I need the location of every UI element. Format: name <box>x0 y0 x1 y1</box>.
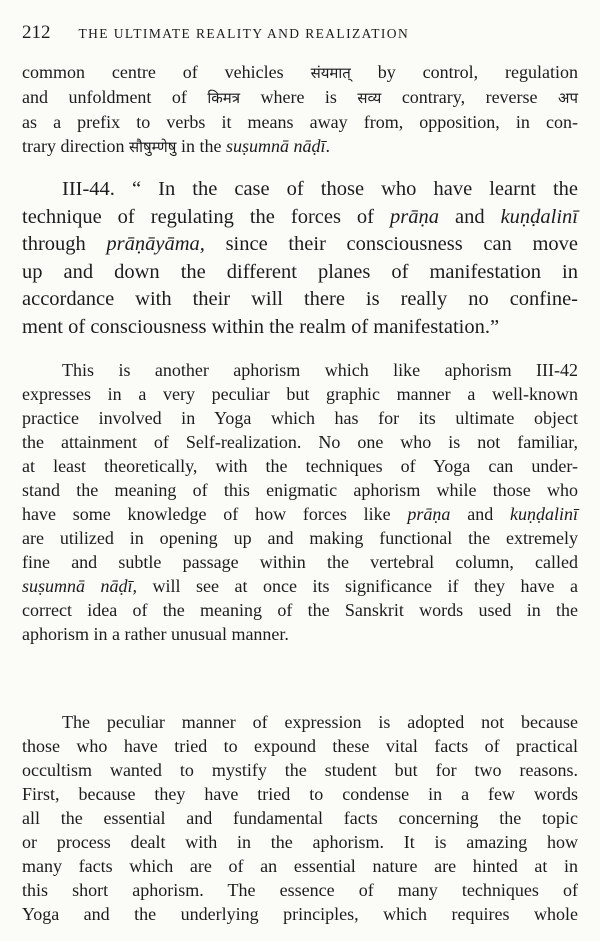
text-run: common centre of vehicles <box>22 62 311 82</box>
paragraph-glossary <box>22 60 578 159</box>
italic-term: kuṇḍalinī <box>500 205 578 228</box>
italic-term: prāṇa <box>390 205 439 228</box>
page-number: 212 <box>22 22 51 43</box>
text-line <box>22 806 578 830</box>
text-run: this short aphorism. The essence of many techniques of <box>22 880 578 900</box>
text-run: through <box>22 233 107 255</box>
text-line <box>22 110 578 134</box>
text-run: Yoga and the underlying principles, which requires whole <box>22 904 578 924</box>
italic-term: suṣumnā nāḍī, <box>22 576 138 596</box>
text-run: expresses in a very peculiar but graphic manner a well-known <box>22 384 578 404</box>
text-run: This is another aphorism which like aphorism III-42 <box>62 360 578 380</box>
text-run: and unfoldment of <box>22 87 208 107</box>
text-line <box>22 550 578 574</box>
running-head: THE ULTIMATE REALITY AND REALIZATION <box>78 26 410 41</box>
text-line <box>22 502 578 526</box>
italic-term: prāṇāyāma, <box>106 233 205 255</box>
text-run: at least theoretically, with the techniques of Yoga can under- <box>22 456 578 476</box>
text-line <box>22 710 578 734</box>
text-line <box>22 782 578 806</box>
text-line <box>22 204 578 232</box>
text-run: . <box>325 136 330 156</box>
text-run: and <box>438 205 501 228</box>
text-line <box>22 758 578 782</box>
text-run: III-44. “ In the case of those who have learnt the <box>62 178 578 200</box>
text-run: the attainment of Self-realization. No one who is not familiar, <box>22 432 578 452</box>
text-run: technique of regulating the forces of <box>22 205 390 228</box>
sanskrit-term: सौषुम्णेषु <box>128 138 177 156</box>
page-header <box>22 22 578 44</box>
text-line <box>22 478 578 502</box>
text-run: many facts which are of an essential nature are hinted at in <box>22 856 578 876</box>
text-line <box>22 622 578 646</box>
paragraph-manner <box>22 710 578 926</box>
sanskrit-term: अप <box>558 89 578 107</box>
text-line <box>22 382 578 406</box>
text-line <box>22 314 578 342</box>
text-line <box>22 60 578 85</box>
text-line <box>22 878 578 902</box>
text-run: all the essential and fundamental facts concerning the topic <box>22 808 578 828</box>
text-run: correct idea of the meaning of the Sanskrit words used in the <box>22 600 578 620</box>
text-line <box>22 526 578 550</box>
text-run: contrary, reverse <box>381 87 558 107</box>
text-run: as a prefix to verbs it means away from, opposition, in con- <box>22 112 578 132</box>
text-line <box>22 430 578 454</box>
text-line <box>22 830 578 854</box>
text-line <box>22 134 578 159</box>
text-run: where is <box>240 87 358 107</box>
text-run: since their consciousness can move <box>204 233 578 255</box>
sanskrit-term: सव्य <box>357 89 382 107</box>
text-run: stand the meaning of this enigmatic aphorism while those who <box>22 480 578 500</box>
text-run: ment of consciousness within the realm of manifestation.” <box>22 315 500 338</box>
text-line <box>22 176 578 204</box>
text-run: aphorism in a rather unusual manner. <box>22 624 289 644</box>
text-run: are utilized in opening up and making functional the extremely <box>22 528 578 548</box>
text-run: in the <box>176 136 226 156</box>
text-run: by control, regulation <box>350 62 578 82</box>
text-run: have some knowledge of how forces like <box>22 504 408 524</box>
text-line <box>22 85 578 110</box>
text-run: and <box>450 504 510 524</box>
text-line <box>22 358 578 382</box>
text-run: up and down the different planes of manifestation in <box>22 260 578 283</box>
text-line <box>22 734 578 758</box>
text-run: those who have tried to expound these vital facts of practical <box>22 736 578 756</box>
paragraph-aphorism <box>22 176 578 341</box>
text-run: The peculiar manner of expression is adopted not because <box>62 712 578 732</box>
text-run: accordance with their will there is really no confine- <box>22 288 578 310</box>
text-run: First, because they have tried to condense in a few words <box>22 784 578 804</box>
text-run: trary direction <box>22 136 129 156</box>
text-line <box>22 854 578 878</box>
sanskrit-term: किमत्र <box>207 89 241 107</box>
text-line <box>22 286 578 314</box>
italic-term: kuṇḍalinī <box>509 504 578 524</box>
text-run: will see at once its significance if they have a <box>137 576 579 596</box>
paragraph-commentary <box>22 358 578 646</box>
text-line <box>22 259 578 287</box>
text-line <box>22 598 578 622</box>
text-run: occultism wanted to mystify the student but for two reasons. <box>22 760 578 780</box>
italic-term: suṣumnā nāḍī <box>225 136 326 156</box>
text-run: or process dealt with in the aphorism. It is amazing how <box>22 832 578 852</box>
text-line <box>22 902 578 926</box>
sanskrit-term: संयमात् <box>310 64 351 82</box>
text-line <box>22 406 578 430</box>
text-line <box>22 231 578 259</box>
text-run: fine and subtle passage within the vertebral column, called <box>22 552 578 572</box>
text-line <box>22 454 578 478</box>
italic-term: prāṇa <box>407 504 451 524</box>
text-line <box>22 574 578 598</box>
text-run: practice involved in Yoga which has for its ultimate object <box>22 408 578 428</box>
